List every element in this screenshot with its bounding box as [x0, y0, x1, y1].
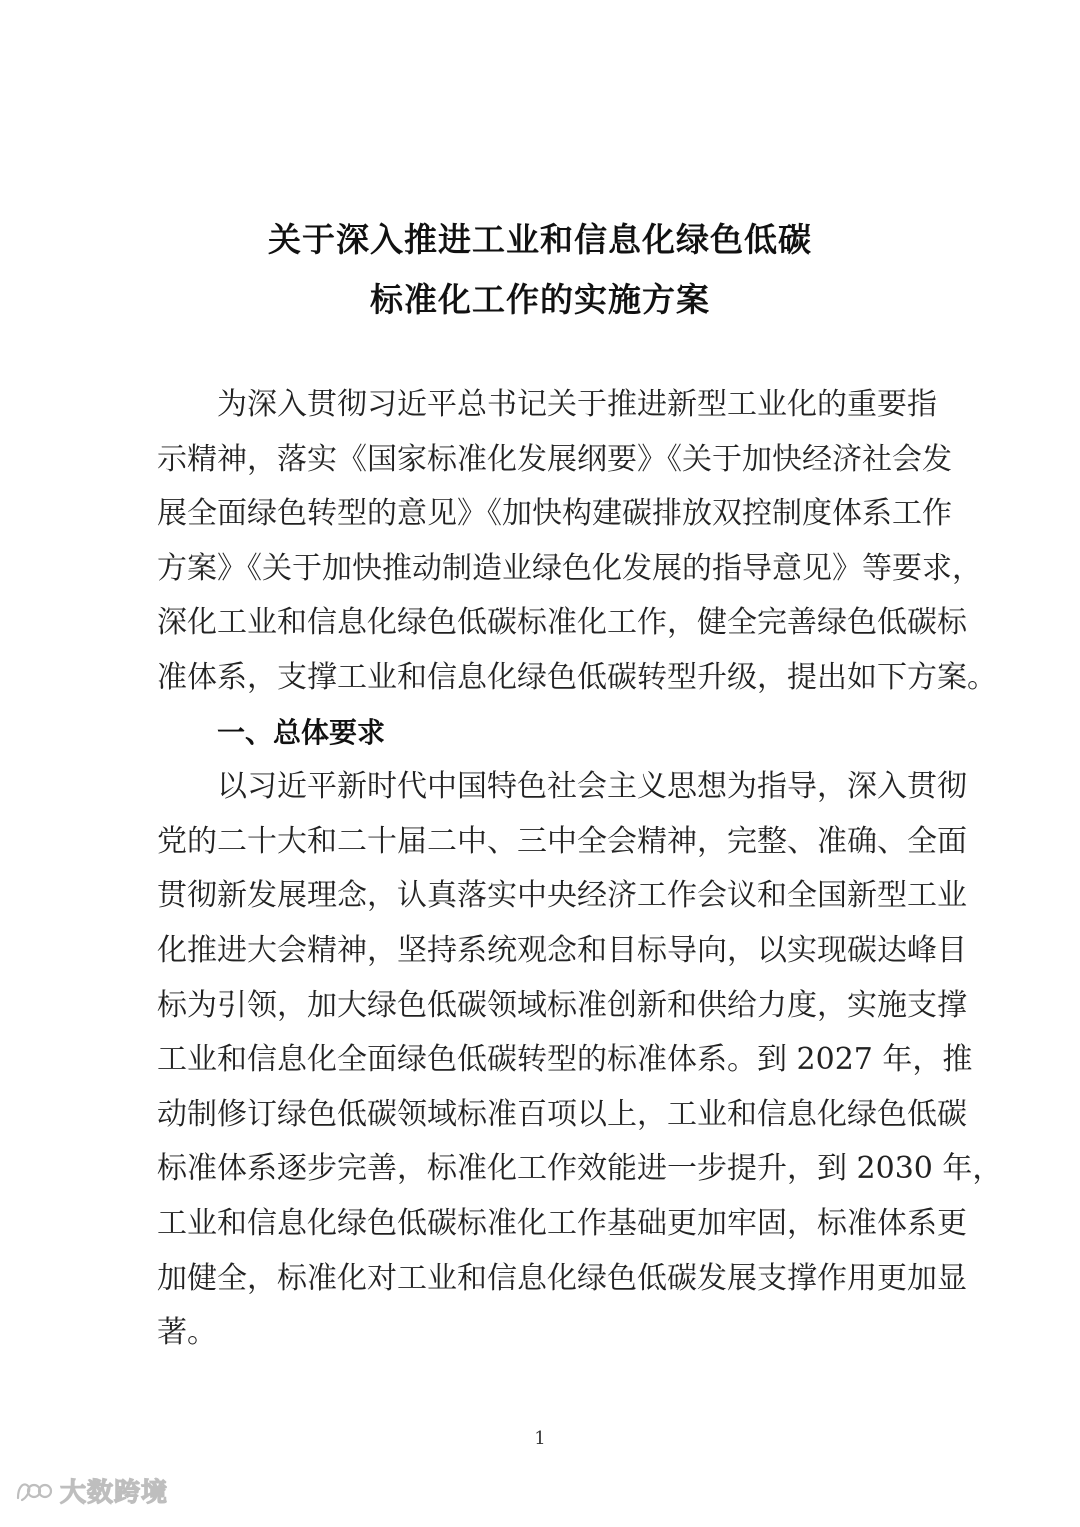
document-body: [157, 378, 1003, 1361]
paragraph-2-line: 贯彻新发展理念，认真落实中央经济工作会议和全国新型工业: [157, 878, 967, 914]
paragraph-2-line: 加健全，标准化对工业和信息化绿色低碳发展支撑作用更加显: [157, 1260, 967, 1296]
paragraph-2-line: 党的二十大和二十届二中、三中全会精神，完整、准确、全面: [157, 823, 967, 859]
paragraph-1-line: 深化工业和信息化绿色低碳标准化工作，健全完善绿色低碳标: [157, 605, 967, 641]
paragraph-1-line: 示精神，落实《国家标准化发展纲要》《关于加快经济社会发: [157, 441, 952, 477]
paragraph-2-line: 化推进大会精神，坚持系统观念和目标导向，以实现碳达峰目: [157, 932, 967, 968]
paragraph-2-line: 以习近平新时代中国特色社会主义思想为指导，深入贯彻: [217, 769, 967, 805]
watermark: [14, 1472, 168, 1509]
paragraph-2-line: 标为引领，加大绿色低碳领域标准创新和供给力度，实施支撑: [157, 987, 967, 1023]
document-title-line-2: 标准化工作的实施方案: [370, 280, 710, 319]
section-heading-general-requirements: 一、总体要求: [217, 715, 386, 749]
paragraph-1-line: 方案》《关于加快推动制造业绿色化发展的指导意见》等要求，: [157, 550, 982, 586]
watermark-text: 大数跨境: [60, 1478, 169, 1508]
paragraph-2-line: 工业和信息化全面绿色低碳转型的标准体系。到 2027 年，推: [157, 1042, 973, 1078]
paragraph-2-line: 标准体系逐步完善，标准化工作效能进一步提升，到 2030 年，: [157, 1151, 1003, 1187]
paragraph-1-line: 为深入贯彻习近平总书记关于推进新型工业化的重要指: [217, 387, 937, 422]
paragraph-1-line: 展全面绿色转型的意见》《加快构建碳排放双控制度体系工作: [157, 496, 952, 532]
dashuju-logo-icon: [14, 1476, 54, 1506]
document-title-line-1: 关于深入推进工业和信息化绿色低碳: [268, 220, 812, 259]
paragraph-2-line: 著。: [157, 1315, 217, 1351]
paragraph-2-line: 工业和信息化绿色低碳标准化工作基础更加牢固，标准体系更: [157, 1205, 967, 1241]
page-number: 1: [534, 1428, 546, 1449]
paragraph-1-line: 准体系，支撑工业和信息化绿色低碳转型升级，提出如下方案。: [157, 659, 997, 695]
paragraph-2-line: 动制修订绿色低碳领域标准百项以上，工业和信息化绿色低碳: [157, 1096, 967, 1132]
